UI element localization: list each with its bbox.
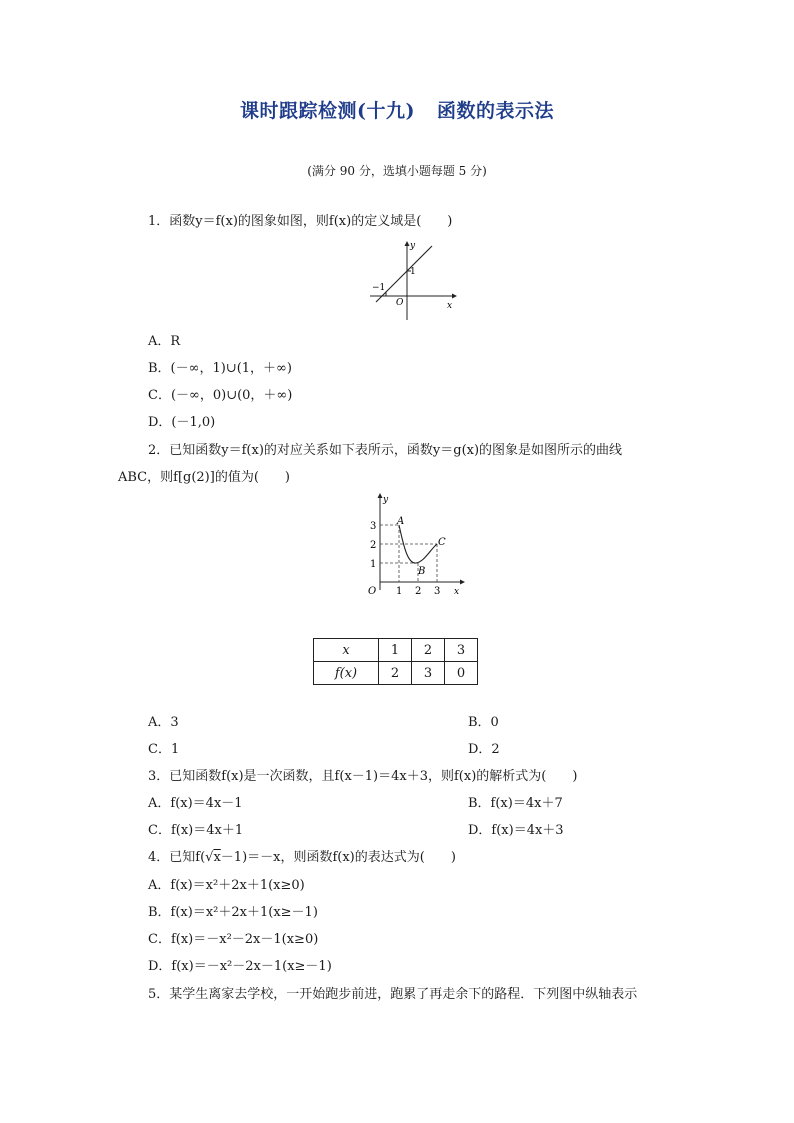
- q4-stem-pre: 4．已知f(: [148, 850, 206, 865]
- q1-y-label: y: [410, 241, 416, 251]
- q1-option-a: A．R: [148, 334, 181, 349]
- q1-x-label: x: [447, 301, 453, 311]
- q5-stem: 5．某学生离家去学校，一开始跑步前进，跑累了再走余下的路程．下列图中纵轴表示: [148, 987, 638, 1002]
- q2-y-tick-3: 3: [370, 521, 377, 532]
- function-table: [313, 638, 478, 685]
- q4-option-b: B．f(x)＝x²＋2x＋1(x≥－1): [148, 905, 318, 920]
- table-cell: f(x): [314, 662, 379, 685]
- q2-option-d: D．2: [468, 742, 500, 757]
- q2-x-tick-1: 1: [396, 586, 403, 597]
- table-row: [314, 639, 478, 662]
- q4-stem-post: －1)＝－x，则函数f(x)的表达式为( ): [220, 850, 456, 865]
- q2-stem-line1: 2．已知函数y＝f(x)的对应关系如下表所示，函数y＝g(x)的图象是如图所示的曲线: [148, 443, 623, 458]
- q4-option-d: D．f(x)＝－x²－2x－1(x≥－1): [148, 959, 332, 974]
- q4-stem: [148, 848, 456, 868]
- table-cell: x: [314, 639, 379, 662]
- table-cell: 2: [412, 639, 445, 662]
- q2-point-c: C: [438, 537, 446, 548]
- table-cell: 1: [379, 639, 412, 662]
- q2-option-c: C．1: [148, 742, 180, 757]
- title-main: 课时跟踪检测(十九): [240, 100, 415, 122]
- page-title: [0, 96, 794, 123]
- q1-graph: [360, 236, 460, 324]
- q2-x-tick-2: 2: [415, 586, 422, 597]
- q2-graph: [356, 490, 468, 600]
- q2-x-label: x: [454, 587, 460, 597]
- q1-neg1-label: −1: [372, 283, 386, 293]
- q2-option-b: B．0: [468, 715, 499, 730]
- q2-y-tick-2: 2: [370, 540, 377, 551]
- q2-y-tick-1: 1: [370, 559, 377, 570]
- q1-option-b: B．(－∞，1)∪(1，＋∞): [148, 361, 292, 376]
- q1-stem: 1．函数y＝f(x)的图象如图，则f(x)的定义域是( ): [148, 214, 453, 229]
- q4-option-a: A．f(x)＝x²＋2x＋1(x≥0): [148, 878, 305, 893]
- q2-stem-line2: ABC，则f[g(2)]的值为( ): [118, 470, 290, 485]
- table-cell: 3: [445, 639, 478, 662]
- table-row: [314, 662, 478, 685]
- q2-origin-label: O: [368, 586, 377, 597]
- q2-y-label: y: [383, 495, 389, 505]
- q3-option-d: D．f(x)＝4x＋3: [468, 823, 564, 838]
- q1-option-c: C．(－∞，0)∪(0，＋∞): [148, 388, 293, 403]
- q4-option-c: C．f(x)＝－x²－2x－1(x≥0): [148, 932, 319, 947]
- q3-stem: 3．已知函数f(x)是一次函数，且f(x－1)＝4x＋3，则f(x)的解析式为( ): [148, 769, 578, 784]
- title-topic: 函数的表示法: [436, 100, 554, 122]
- table-cell: 3: [412, 662, 445, 685]
- q3-option-c: C．f(x)＝4x＋1: [148, 823, 244, 838]
- q1-one-label: 1: [410, 267, 416, 277]
- q2-point-b: B: [418, 566, 426, 577]
- score-note: (满分 90 分，选填小题每题 5 分): [307, 164, 487, 178]
- sqrt-sign: √: [205, 850, 214, 865]
- table-cell: 0: [445, 662, 478, 685]
- q4-stem-radicand: x: [213, 850, 221, 865]
- q3-option-b: B．f(x)＝4x＋7: [468, 796, 563, 811]
- q2-option-a: A．3: [148, 715, 179, 730]
- q2-point-a: A: [397, 516, 405, 527]
- q1-option-d: D．(－1,0): [148, 415, 216, 430]
- table-cell: 2: [379, 662, 412, 685]
- q1-origin-label: O: [396, 298, 404, 308]
- q3-option-a: A．f(x)＝4x－1: [148, 796, 243, 811]
- q2-x-tick-3: 3: [434, 586, 441, 597]
